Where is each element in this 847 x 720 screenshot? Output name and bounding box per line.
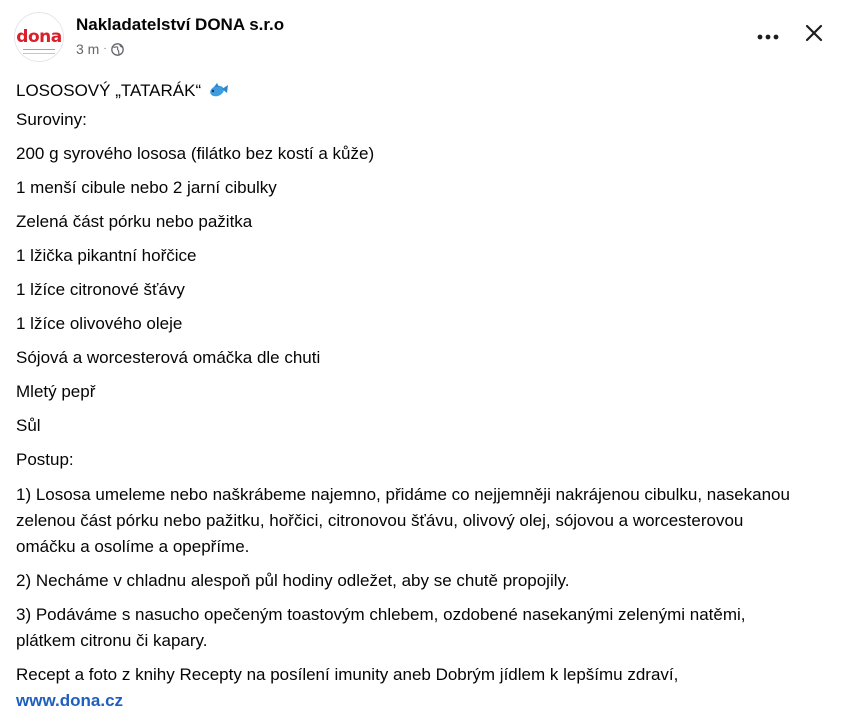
ingredient-item: 200 g syrového lososa (filátko bez kostí a kůže) xyxy=(16,144,375,163)
post-time[interactable]: 3 m xyxy=(76,41,100,57)
dona-website-link[interactable]: www.dona.cz xyxy=(16,691,124,710)
steps-heading: Postup: xyxy=(16,450,74,469)
avatar-logo-tagline xyxy=(23,49,55,54)
ingredient-item: Mletý pepř xyxy=(16,382,96,401)
post-title: LOSOSOVÝ „TATARÁK“ xyxy=(16,81,202,100)
more-options-button[interactable] xyxy=(752,20,784,52)
fish-icon xyxy=(207,80,229,102)
ingredient-item: 1 menší cibule nebo 2 jarní cibulky xyxy=(16,178,277,197)
page-name[interactable]: Nakladatelství DONA s.r.o xyxy=(76,15,285,34)
post-meta xyxy=(76,41,124,57)
source-paragraph xyxy=(16,662,806,714)
post-body xyxy=(16,74,806,714)
globe-icon[interactable] xyxy=(111,43,124,56)
ingredient-item: 1 lžička pikantní hořčice xyxy=(16,246,197,265)
meta-separator: · xyxy=(103,43,107,54)
avatar[interactable] xyxy=(14,12,64,62)
ingredients-heading: Suroviny: xyxy=(16,110,87,129)
source-text: Recept a foto z knihy Recepty na posílení imunity aneb Dobrým jídlem k lepšímu zdraví, xyxy=(16,665,679,684)
close-icon xyxy=(805,24,823,47)
step-item: 3) Podáváme s nasucho opečeným toastovým chlebem, ozdobené nasekanými zelenými natěmi, plátkem citronu či kapary. xyxy=(16,605,746,650)
step-item: 2) Necháme v chladnu alespoň půl hodiny odležet, aby se chutě propojily. xyxy=(16,571,570,590)
ingredient-item: Zelená část pórku nebo pažitka xyxy=(16,212,253,231)
more-horizontal-icon xyxy=(757,27,779,45)
post-title-line xyxy=(16,74,806,108)
ingredient-item: 1 lžíce olivového oleje xyxy=(16,314,183,333)
ingredient-item: Sójová a worcesterová omáčka dle chuti xyxy=(16,348,321,367)
post-header xyxy=(0,0,847,70)
close-button[interactable] xyxy=(797,18,831,52)
avatar-logo-text: dona xyxy=(16,27,62,47)
ingredient-item: Sůl xyxy=(16,416,41,435)
step-item: 1) Lososa umeleme nebo naškrábeme najemno, přidáme co nejjemněji nakrájenou cibulku, nasekanou zelenou část pórku nebo pažitku, hořčici, citronovou šťávu, olivový olej, sójovou a worcesterovou omáčku a osolíme a opepříme. xyxy=(16,485,790,556)
ingredient-item: 1 lžíce citronové šťávy xyxy=(16,280,185,299)
